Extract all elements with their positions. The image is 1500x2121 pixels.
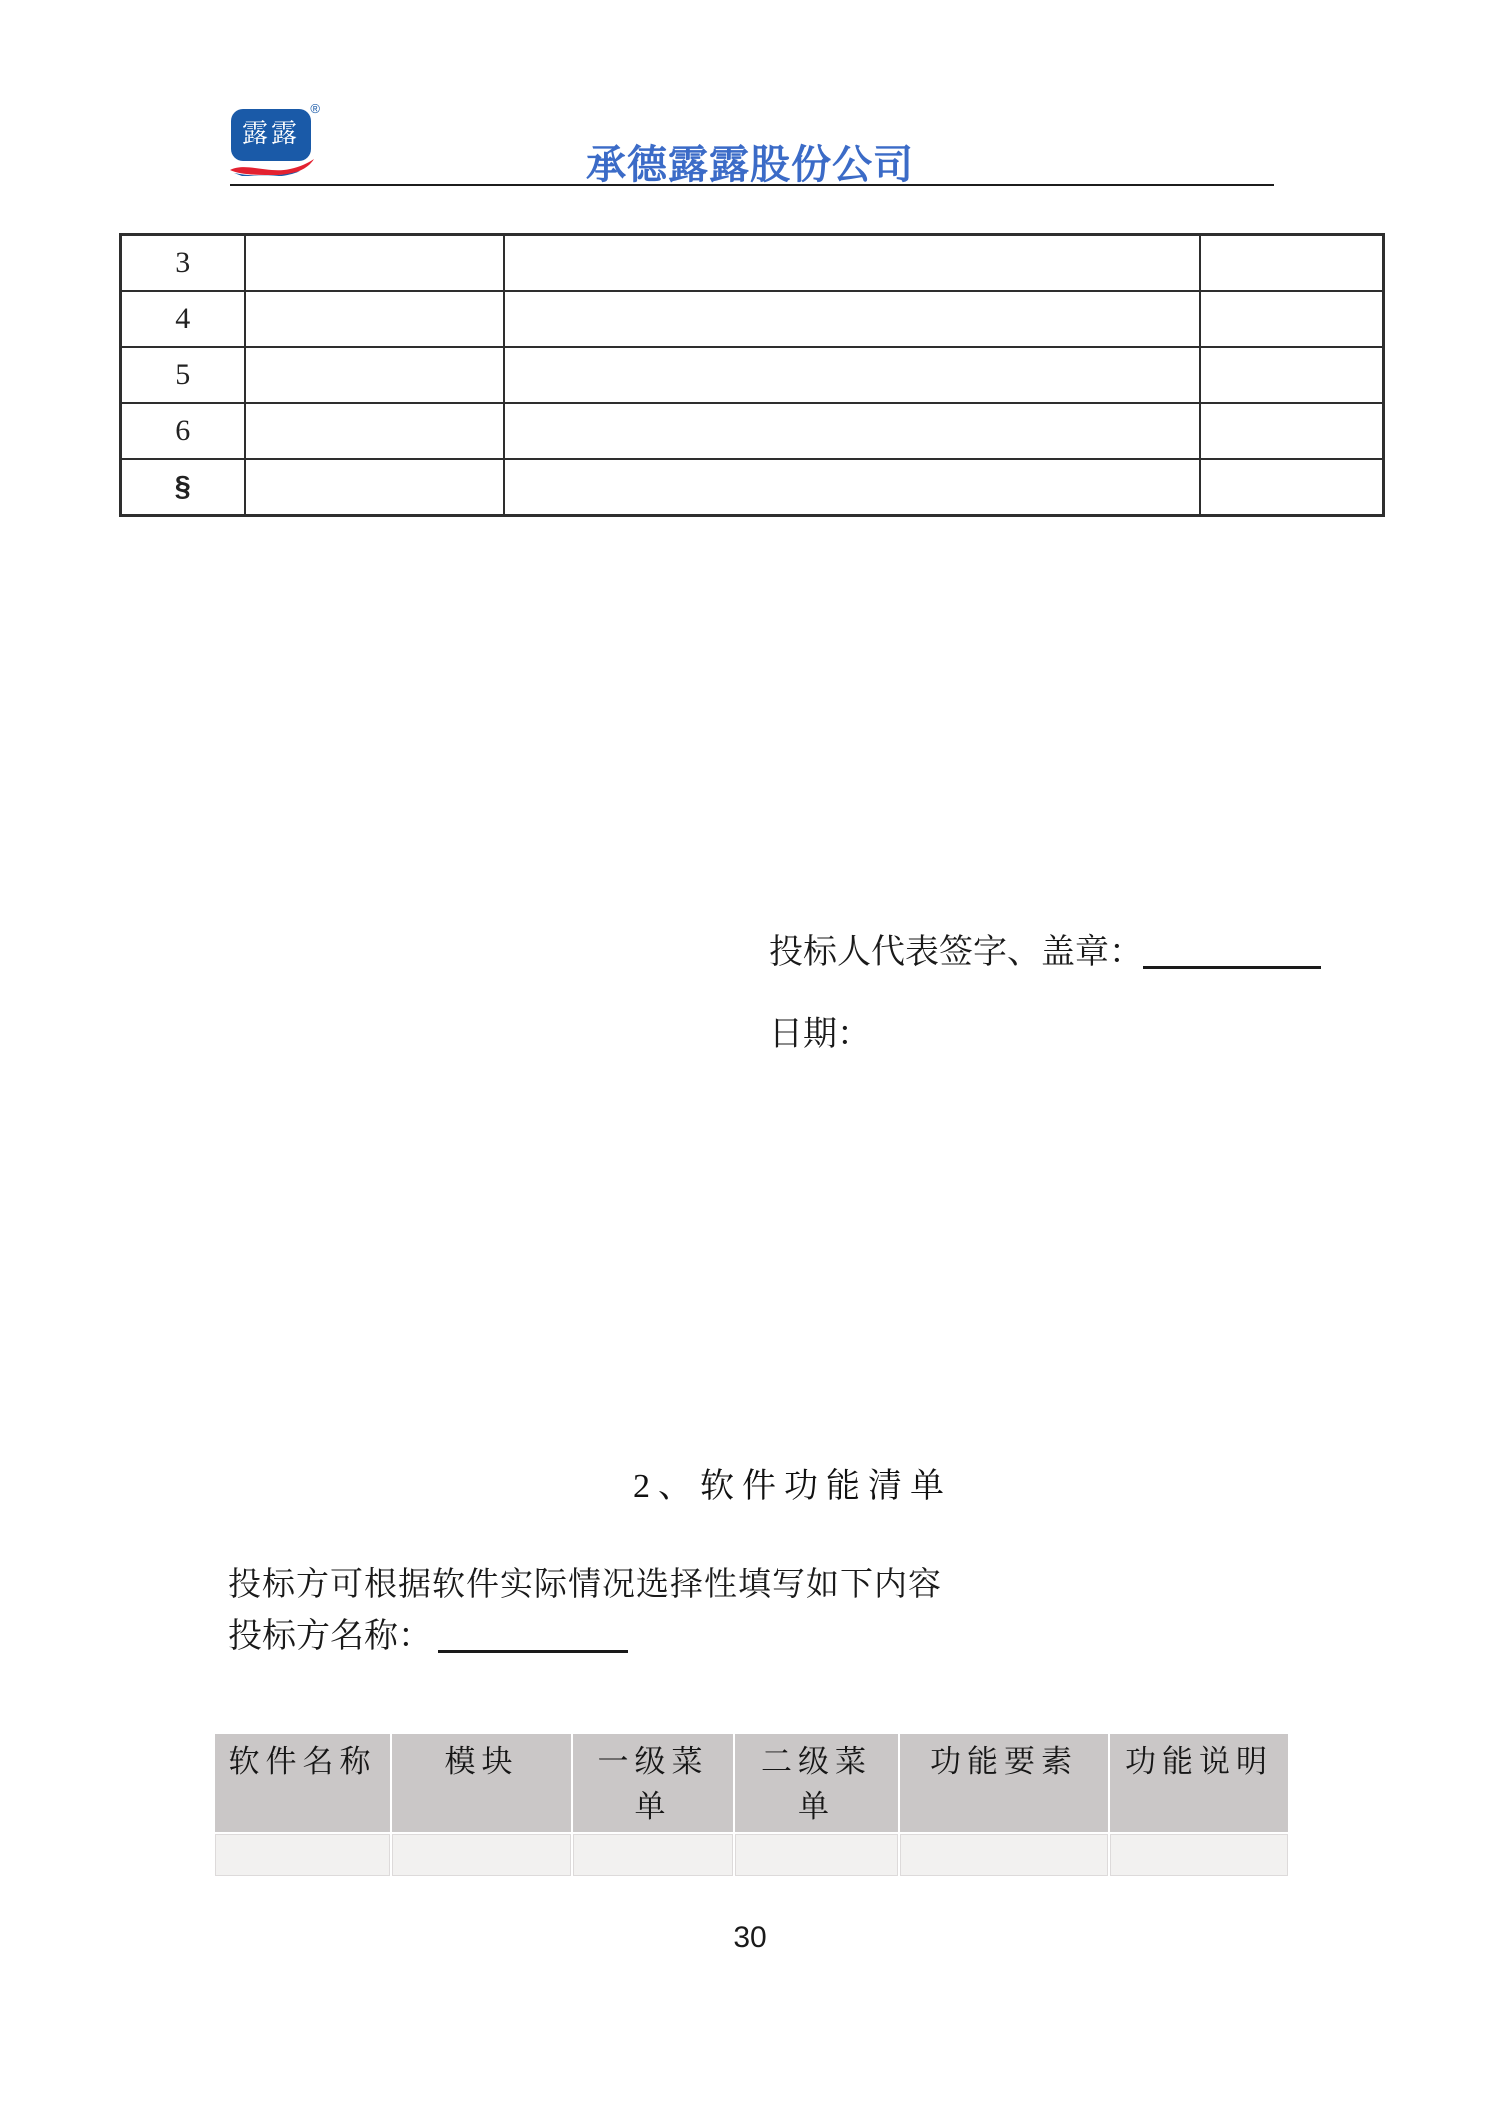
logo-text: 露露 [241,119,300,148]
table-row [121,347,1384,403]
company-title: 承德露露股份公司 [586,143,914,187]
empty-cell [504,459,1200,516]
table-row [215,1834,1288,1876]
empty-cell [245,291,504,347]
date-label: 日期： [769,1015,871,1053]
empty-cell [1200,235,1384,292]
signature-line [769,924,1321,973]
table-row [121,235,1384,292]
signature-label: 投标人代表签字、盖章： [769,933,1143,971]
section-note: 投标方可根据软件实际情况选择性填写如下内容 [228,1567,942,1603]
page-number: 30 [733,1921,767,1954]
table-row [121,459,1384,516]
empty-cell [1200,347,1384,403]
table-row [121,403,1384,459]
empty-cell [900,1834,1108,1876]
empty-cell [215,1834,390,1876]
column-header: 二级菜单 [735,1734,898,1832]
column-header: 软件名称 [215,1734,390,1832]
empty-cell [504,347,1200,403]
column-header: 功能要素 [900,1734,1108,1832]
empty-cell [1200,291,1384,347]
empty-cell [245,403,504,459]
empty-cell [504,403,1200,459]
row-number-cell: 5 [121,347,245,403]
empty-cell [245,347,504,403]
row-number-cell: 3 [121,235,245,292]
row-number-cell: 4 [121,291,245,347]
empty-cell [392,1834,571,1876]
column-header: 功能说明 [1110,1734,1288,1832]
bidder-name-line [228,1608,628,1657]
empty-cell [245,459,504,516]
empty-cell [1110,1834,1288,1876]
section-heading: 2、软件功能清单 [633,1468,952,1505]
header-divider [230,184,1274,186]
signature-blank [1143,946,1321,969]
empty-cell [1200,459,1384,516]
top-table [119,233,1385,517]
registered-trademark-icon: ® [310,101,320,116]
empty-cell [245,235,504,292]
empty-cell [504,291,1200,347]
empty-cell [504,235,1200,292]
empty-cell [573,1834,733,1876]
table-row [121,291,1384,347]
column-header: 模块 [392,1734,571,1832]
row-number-cell: 6 [121,403,245,459]
column-header: 一级菜单 [573,1734,733,1832]
bidder-name-blank [438,1630,628,1653]
row-number-cell: § [121,459,245,516]
empty-cell [1200,403,1384,459]
function-table-header-row [215,1734,1288,1832]
function-list-table [213,1732,1290,1878]
empty-cell [735,1834,898,1876]
bidder-name-label: 投标方名称： [228,1617,432,1655]
